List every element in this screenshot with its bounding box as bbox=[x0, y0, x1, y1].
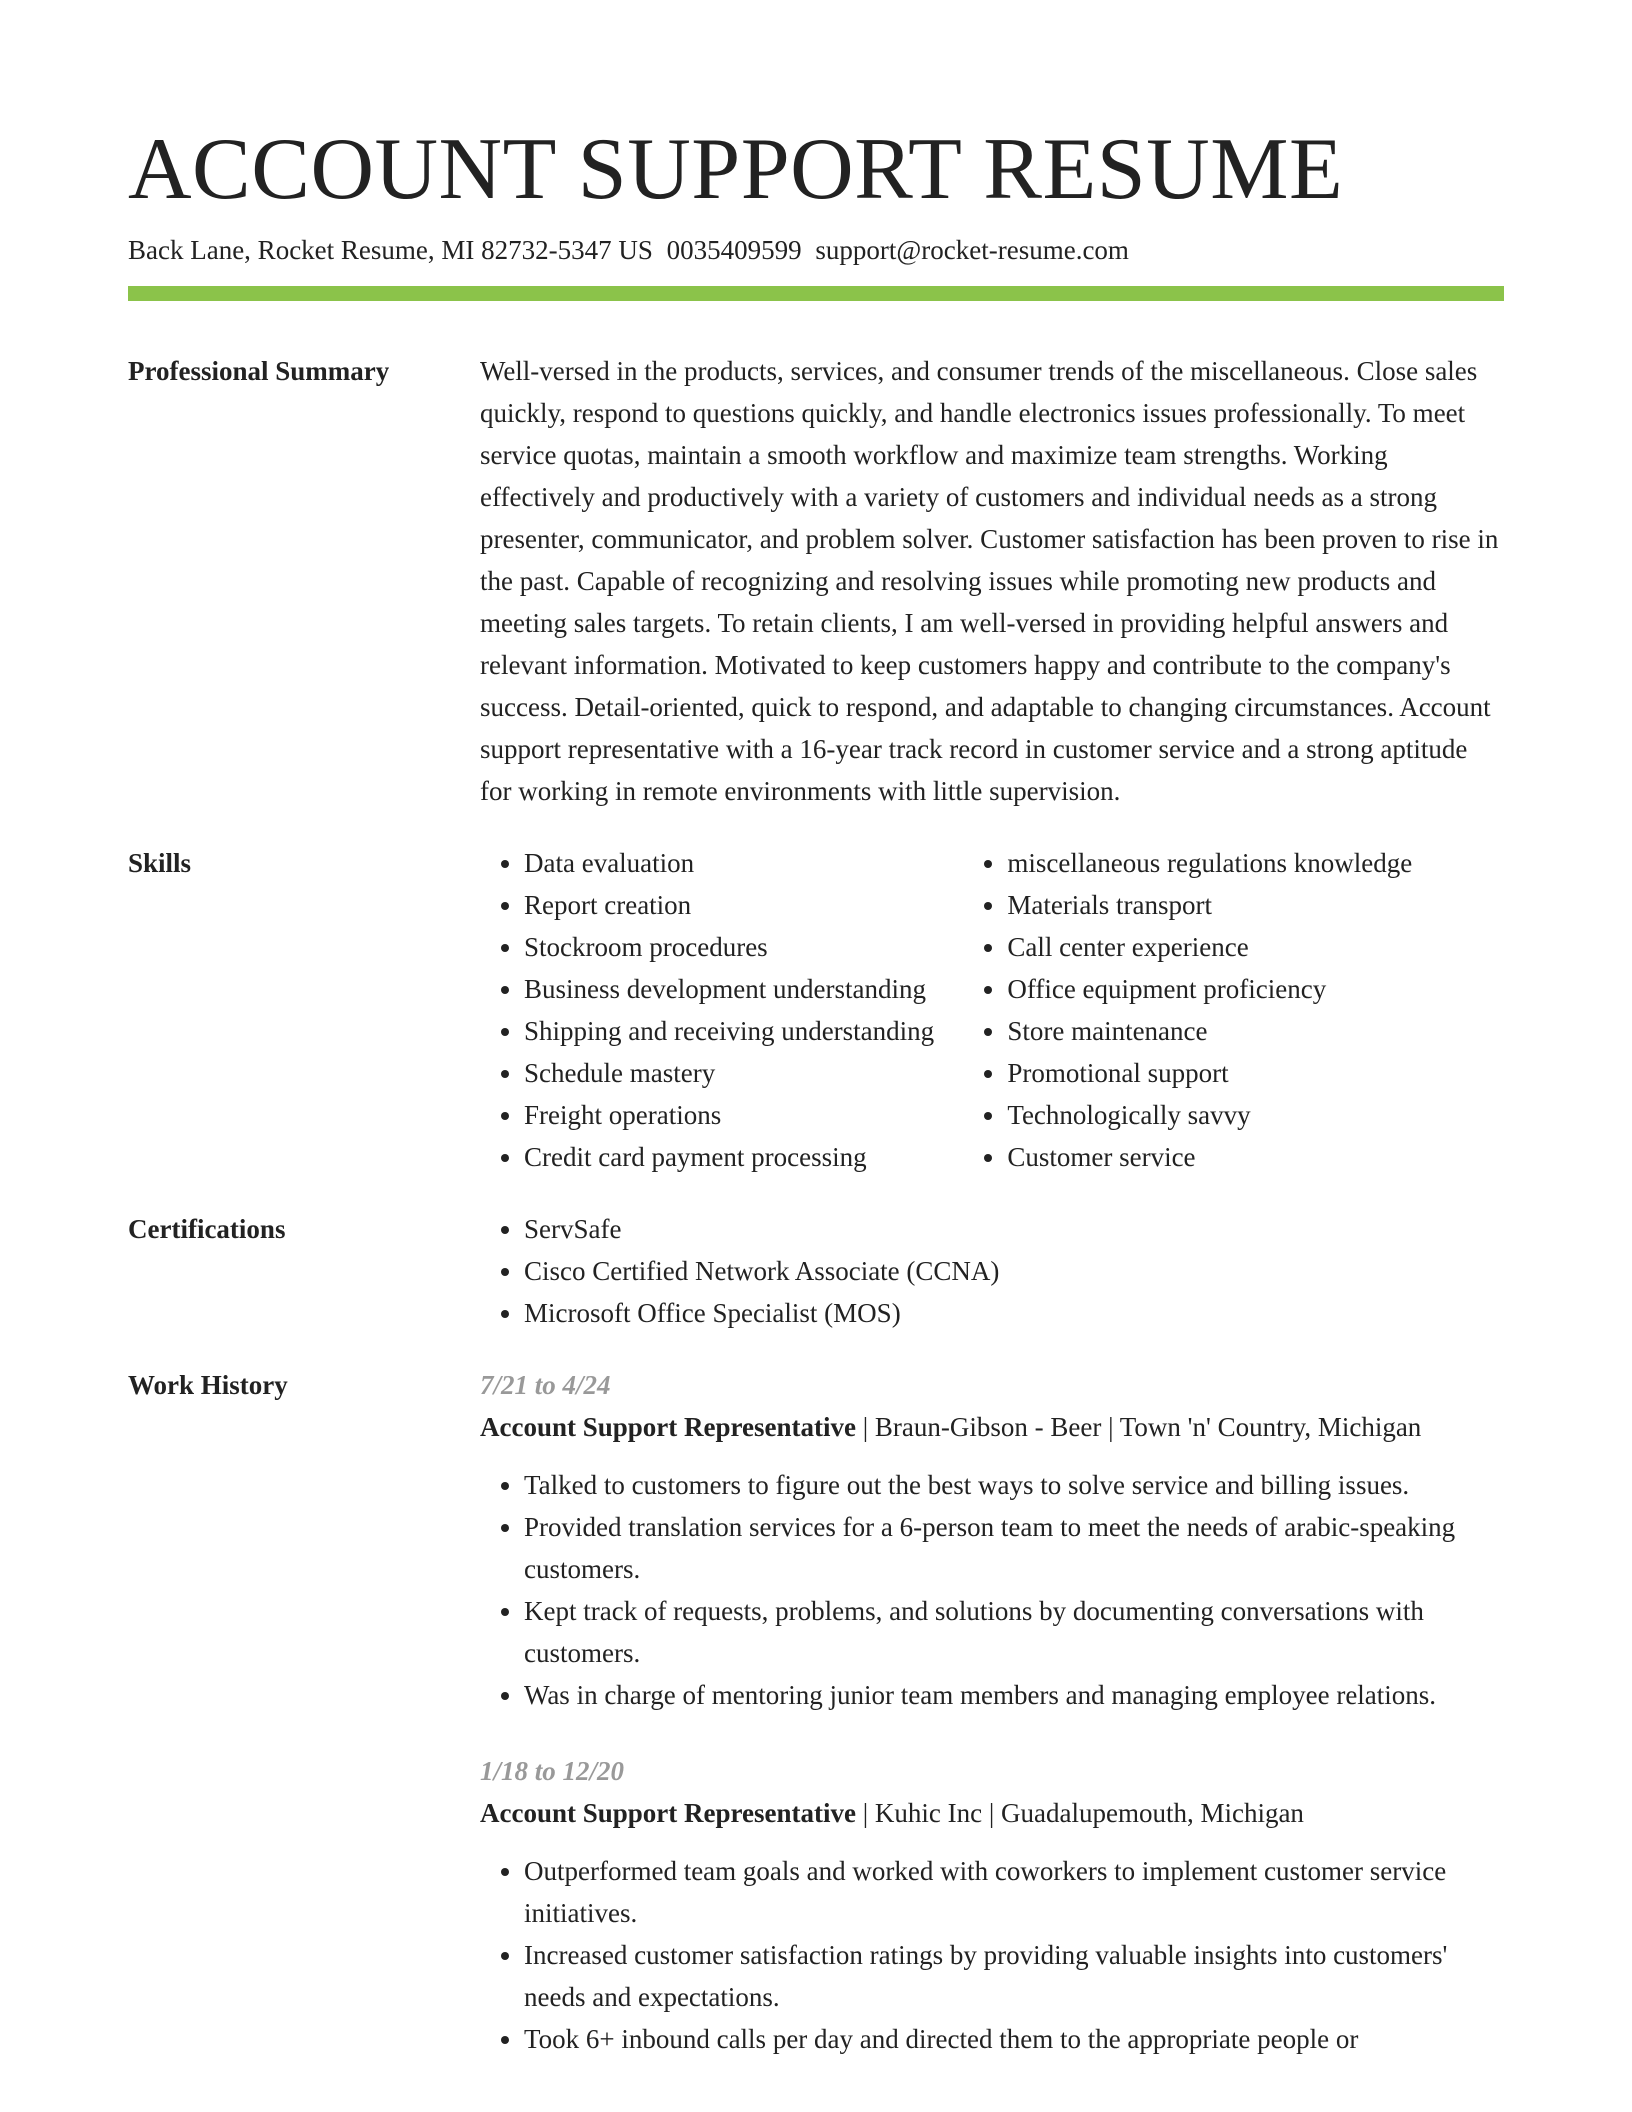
skills-list-right bbox=[963, 842, 1504, 1178]
skill-item: • Report creation bbox=[524, 884, 963, 926]
job-details: | Kuhic Inc | Guadalupemouth, Michigan bbox=[855, 1798, 1304, 1828]
header-divider bbox=[128, 286, 1504, 301]
job-bullet: • Took 6+ inbound calls per day and directed them to the appropriate people or bbox=[524, 2018, 1504, 2060]
job-bullets bbox=[480, 1464, 1504, 1716]
job-bullets bbox=[480, 1850, 1504, 2060]
job-dates: 1/18 to 12/20 bbox=[480, 1756, 625, 1786]
job-title: Account Support Representative bbox=[480, 1412, 856, 1442]
skill-item: • Technologically savvy bbox=[1007, 1094, 1504, 1136]
skill-item: • Schedule mastery bbox=[524, 1052, 963, 1094]
work-history-section bbox=[128, 1364, 1504, 2094]
job-bullet: • Was in charge of mentoring junior team members and managing employee relations. bbox=[524, 1674, 1504, 1716]
summary-section bbox=[128, 350, 1504, 812]
certifications-label: Certifications bbox=[128, 1214, 286, 1244]
job-bullet: • Provided translation services for a 6-person team to meet the needs of arabic-speaking customers. bbox=[524, 1506, 1504, 1590]
contact-line bbox=[128, 232, 1504, 268]
job-entry bbox=[480, 1364, 1504, 1716]
skill-item: • Freight operations bbox=[524, 1094, 963, 1136]
summary-body bbox=[480, 350, 1504, 812]
job-bullet: • Increased customer satisfaction ratings by providing valuable insights into customers' needs and expectations. bbox=[524, 1934, 1504, 2018]
certifications-body bbox=[480, 1208, 1504, 1334]
contact-phone: 0035409599 bbox=[666, 235, 802, 265]
skill-item: • Office equipment proficiency bbox=[1007, 968, 1504, 1010]
contact-email: support@rocket-resume.com bbox=[815, 235, 1129, 265]
skills-section bbox=[128, 842, 1504, 1178]
summary-text: Well-versed in the products, services, and consumer trends of the miscellaneous. Close sales quickly, respond to questions quickly, and handle electronics issues professionally. To meet service quotas, maintain a smooth workflow and maximize team strengths. Working effectively and productively with a variety of customers and individual needs as a strong presenter, communicator, and problem solver. Customer satisfaction has been proven to rise in the past. Capable of recognizing and resolving issues while promoting new products and meeting sales targets. To retain clients, I am well-versed in providing helpful answers and relevant information. Motivated to keep customers happy and contribute to the company's success. Detail-oriented, quick to respond, and adaptable to changing circumstances. Account support representative with a 16-year track record in customer service and a strong aptitude for working in remote environments with little supervision. bbox=[480, 356, 1499, 806]
skill-item: • Materials transport bbox=[1007, 884, 1504, 926]
contact-address: Back Lane, Rocket Resume, MI 82732-5347 US bbox=[128, 235, 653, 265]
skill-item: • Data evaluation bbox=[524, 842, 963, 884]
job-bullet: • Talked to customers to figure out the best ways to solve service and billing issues. bbox=[524, 1464, 1504, 1506]
skill-item: • Promotional support bbox=[1007, 1052, 1504, 1094]
resume-sections bbox=[128, 350, 1504, 2112]
skill-item: • Stockroom procedures bbox=[524, 926, 963, 968]
skill-item: • Shipping and receiving understanding bbox=[524, 1010, 963, 1052]
job-title-line bbox=[480, 1792, 1504, 1834]
skill-item: • Credit card payment processing bbox=[524, 1136, 963, 1178]
job-bullet: • Kept track of requests, problems, and solutions by documenting conversations with customers. bbox=[524, 1590, 1504, 1674]
resume-header bbox=[128, 118, 1504, 268]
skills-label: Skills bbox=[128, 848, 192, 878]
certifications-section bbox=[128, 1208, 1504, 1334]
skill-item: • miscellaneous regulations knowledge bbox=[1007, 842, 1504, 884]
skill-item: • Business development understanding bbox=[524, 968, 963, 1010]
job-details: | Braun-Gibson - Beer | Town 'n' Country, Michigan bbox=[855, 1412, 1422, 1442]
work-history-body bbox=[480, 1364, 1504, 2094]
skill-item: • Call center experience bbox=[1007, 926, 1504, 968]
job-title-line bbox=[480, 1406, 1504, 1448]
certification-item: • ServSafe bbox=[524, 1208, 1504, 1250]
job-title: Account Support Representative bbox=[480, 1798, 856, 1828]
work-history-label: Work History bbox=[128, 1370, 288, 1400]
certification-item: • Cisco Certified Network Associate (CCNA) bbox=[524, 1250, 1504, 1292]
summary-label: Professional Summary bbox=[128, 356, 390, 386]
certification-item: • Microsoft Office Specialist (MOS) bbox=[524, 1292, 1504, 1334]
resume-title: ACCOUNT SUPPORT RESUME bbox=[128, 121, 1344, 218]
certifications-list bbox=[480, 1208, 1504, 1334]
job-bullet: • Outperformed team goals and worked with coworkers to implement customer service initiatives. bbox=[524, 1850, 1504, 1934]
job-entry bbox=[480, 1750, 1504, 2060]
skill-item: • Store maintenance bbox=[1007, 1010, 1504, 1052]
skill-item: • Customer service bbox=[1007, 1136, 1504, 1178]
skills-body bbox=[480, 842, 1504, 1178]
job-dates: 7/21 to 4/24 bbox=[480, 1370, 611, 1400]
skills-list-left bbox=[480, 842, 963, 1178]
